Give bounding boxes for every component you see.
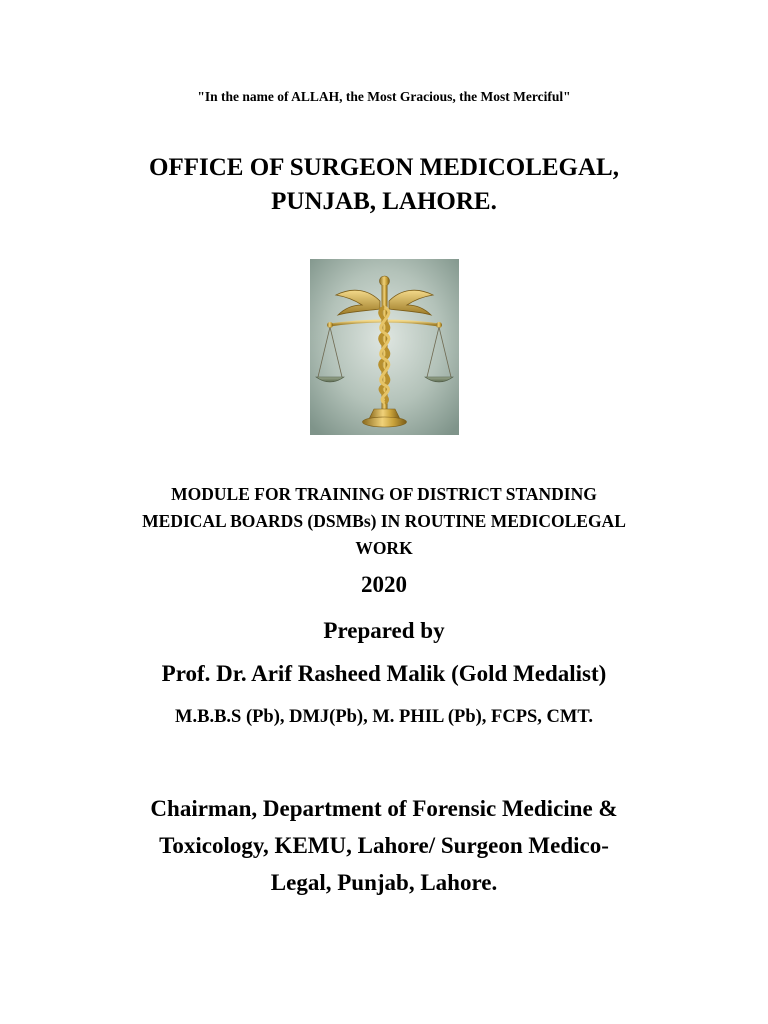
module-title-line-2: MEDICAL BOARDS (DSMBs) IN ROUTINE MEDICOLEGAL [142,511,626,531]
author-name: Prof. Dr. Arif Rasheed Malik (Gold Medalist) [161,661,607,686]
author-designation-line-1: Chairman, Department of Forensic Medicine & [150,796,618,821]
office-title-line-1: OFFICE OF SURGEON MEDICOLEGAL, [149,154,619,181]
module-title-line-3: WORK [355,538,413,558]
office-title [0,151,768,219]
module-title-line-1: MODULE FOR TRAINING OF DISTRICT STANDING [171,484,597,504]
author-designation-line-3: Legal, Punjab, Lahore. [270,870,498,895]
office-title-line-2: PUNJAB, LAHORE. [271,188,497,215]
invocation-text: "In the name of ALLAH, the Most Gracious, the Most Merciful" [197,89,571,104]
publication-year: 2020 [361,572,407,597]
author-designation-line-2: Toxicology, KEMU, Lahore/ Surgeon Medico- [159,833,609,858]
prepared-by-label: Prepared by [323,618,445,643]
author-qualifications: M.B.B.S (Pb), DMJ(Pb), M. PHIL (Pb), FCPS, CMT. [175,707,593,727]
module-title [0,481,768,562]
caduceus-scales-of-justice-icon [310,259,459,435]
author-designation [0,790,768,901]
